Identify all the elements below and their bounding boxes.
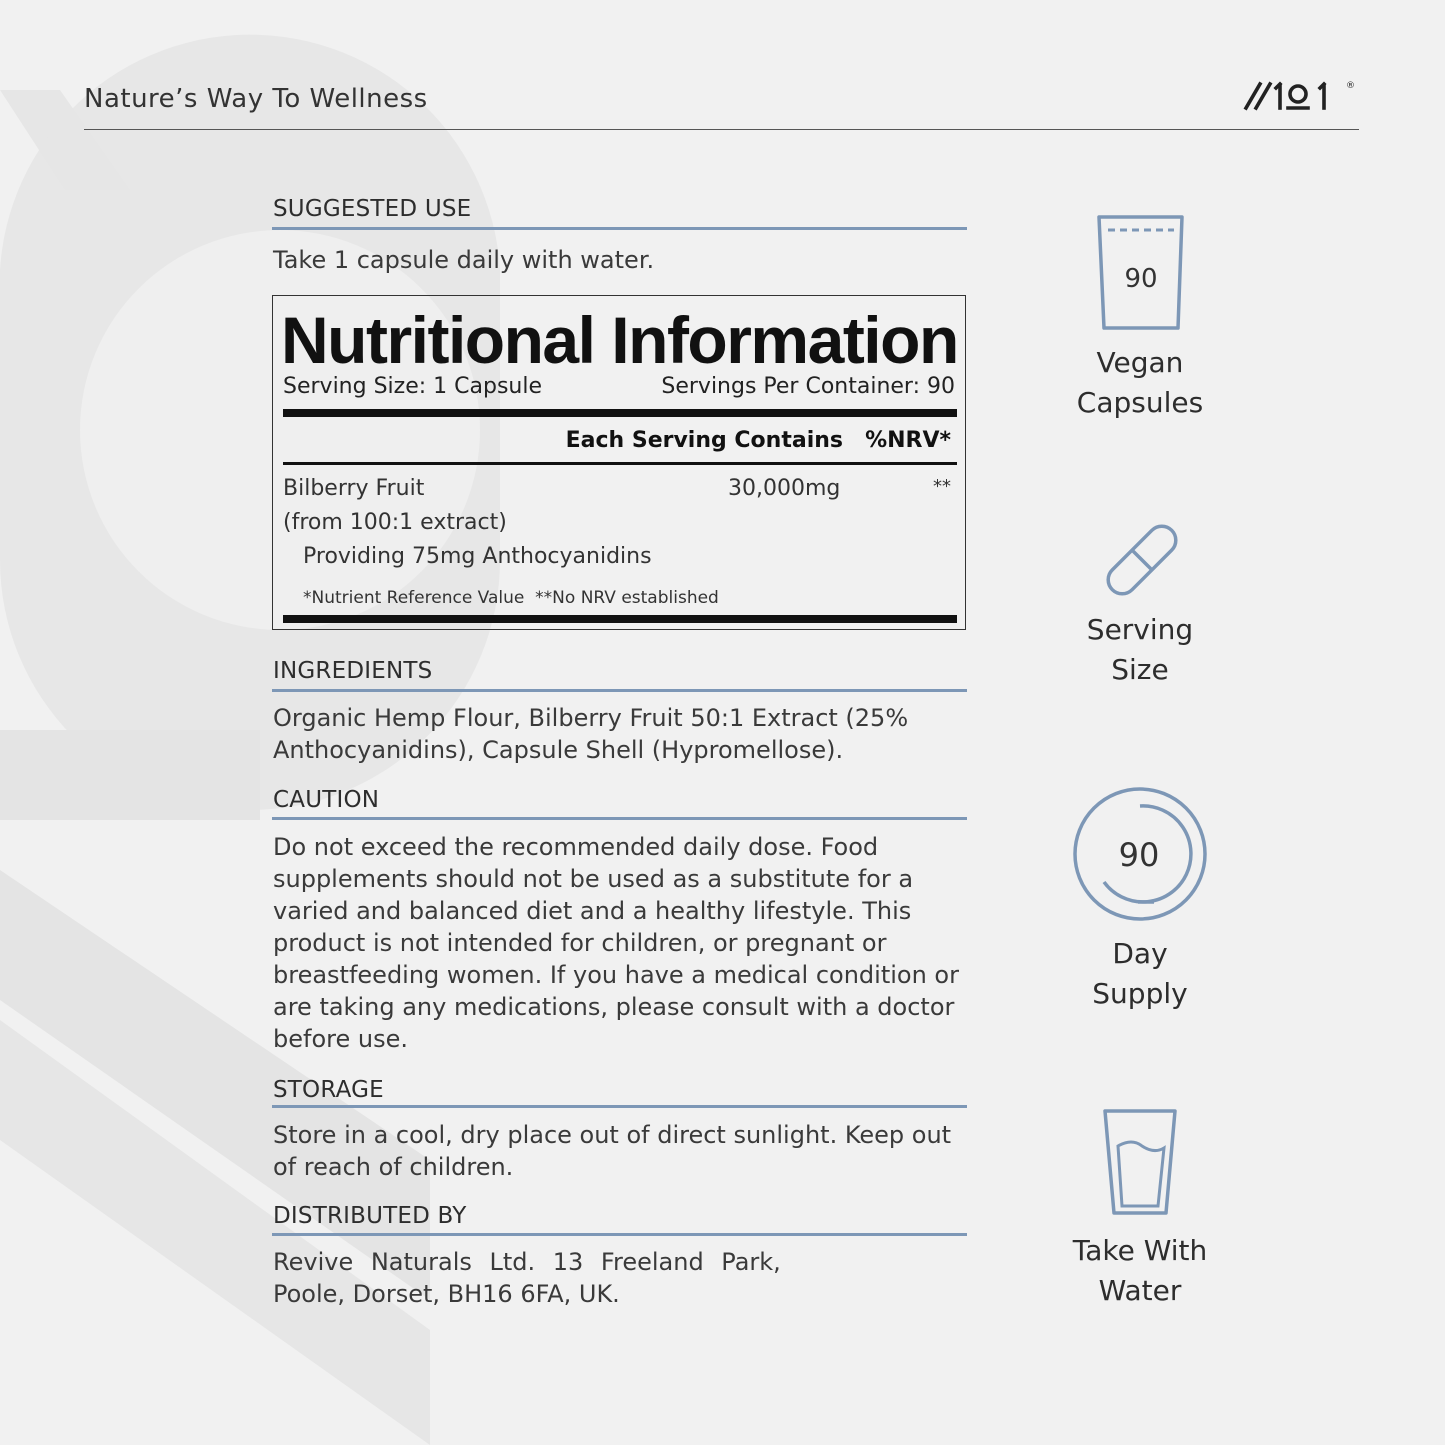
feature-day-supply (1030, 934, 1250, 1014)
ingredients-rule (272, 689, 967, 692)
feature-line-2: Water (1098, 1274, 1182, 1307)
capsule-icon (1096, 514, 1188, 606)
feature-line-2: Capsules (1076, 386, 1204, 419)
feature-serving-size (1030, 610, 1250, 690)
suggested-use-heading: SUGGESTED USE (273, 196, 472, 222)
col-nrv: %NRV* (865, 428, 951, 453)
caution-text: Do not exceed the recommended daily dose. Food supplements should not be used as a substitute for a varied and balanced diet and a healthy lifestyle. This product is not intended for children, or pregnant or breastfeeding women. If you have a medical condition or are taking any medications, please consult with a doctor before use. (273, 833, 959, 1053)
nutrition-footnote: *Nutrient Reference Value **No NRV established (303, 588, 719, 608)
feature-line-1: Day (1112, 937, 1168, 970)
distributed-by-heading: DISTRIBUTED BY (273, 1203, 467, 1229)
nutrition-thick-bar (283, 409, 957, 417)
distributed-by-rule (272, 1233, 967, 1236)
feature-vegan-capsules (1030, 343, 1250, 423)
servings-per-container: Servings Per Container: 90 (661, 374, 955, 399)
nutrient-detail: Providing 75mg Anthocyanidins (303, 544, 652, 569)
feature-line-2: Supply (1092, 977, 1188, 1010)
nutrient-sub: (from 100:1 extract) (283, 510, 507, 535)
pouch-count: 90 (1124, 264, 1158, 294)
caution-rule (272, 817, 967, 820)
ingredients-text: Organic Hemp Flour, Bilberry Fruit 50:1 Extract (25% Anthocyanidins), Capsule Shell (Hypromellose). (273, 704, 909, 764)
feature-line-2: Size (1111, 653, 1169, 686)
header-divider (84, 129, 1359, 130)
tagline: Nature’s Way To Wellness (84, 84, 428, 114)
storage-rule (272, 1105, 967, 1108)
caution-heading: CAUTION (273, 787, 380, 813)
registered-mark: ® (1346, 81, 1355, 91)
glass-icon (1102, 1108, 1178, 1216)
feature-line-1: Take With (1072, 1234, 1208, 1267)
nutrient-nrv: ** (933, 476, 951, 497)
nutrient-name: Bilberry Fruit (283, 476, 425, 501)
nutrition-panel (272, 295, 966, 630)
ingredients-heading: INGREDIENTS (273, 658, 433, 684)
storage-text: Store in a cool, dry place out of direct sunlight. Keep out of reach of children. (273, 1121, 952, 1181)
nutrient-amount: 30,000mg (728, 476, 841, 501)
feature-take-with-water (1030, 1231, 1250, 1311)
feature-line-1: Vegan (1096, 346, 1184, 379)
distributor-line-2: Poole, Dorset, BH16 6FA, UK. (273, 1280, 620, 1308)
nutrition-title: Nutritional Information (281, 303, 958, 377)
distributor-line-1: Revive Naturals Ltd. 13 Freeland Park, (273, 1248, 781, 1276)
nutrition-bottom-bar (283, 615, 957, 623)
suggested-use-text: Take 1 capsule daily with water. (273, 246, 655, 274)
nutrition-thin-bar (283, 462, 957, 465)
storage-heading: STORAGE (273, 1077, 384, 1103)
suggested-use-rule (272, 227, 967, 230)
col-each-serving: Each Serving Contains (565, 428, 843, 453)
serving-size: Serving Size: 1 Capsule (283, 374, 542, 399)
brand-logo (1242, 72, 1362, 118)
feature-line-1: Serving (1086, 613, 1194, 646)
dial-count: 90 (1118, 836, 1160, 874)
